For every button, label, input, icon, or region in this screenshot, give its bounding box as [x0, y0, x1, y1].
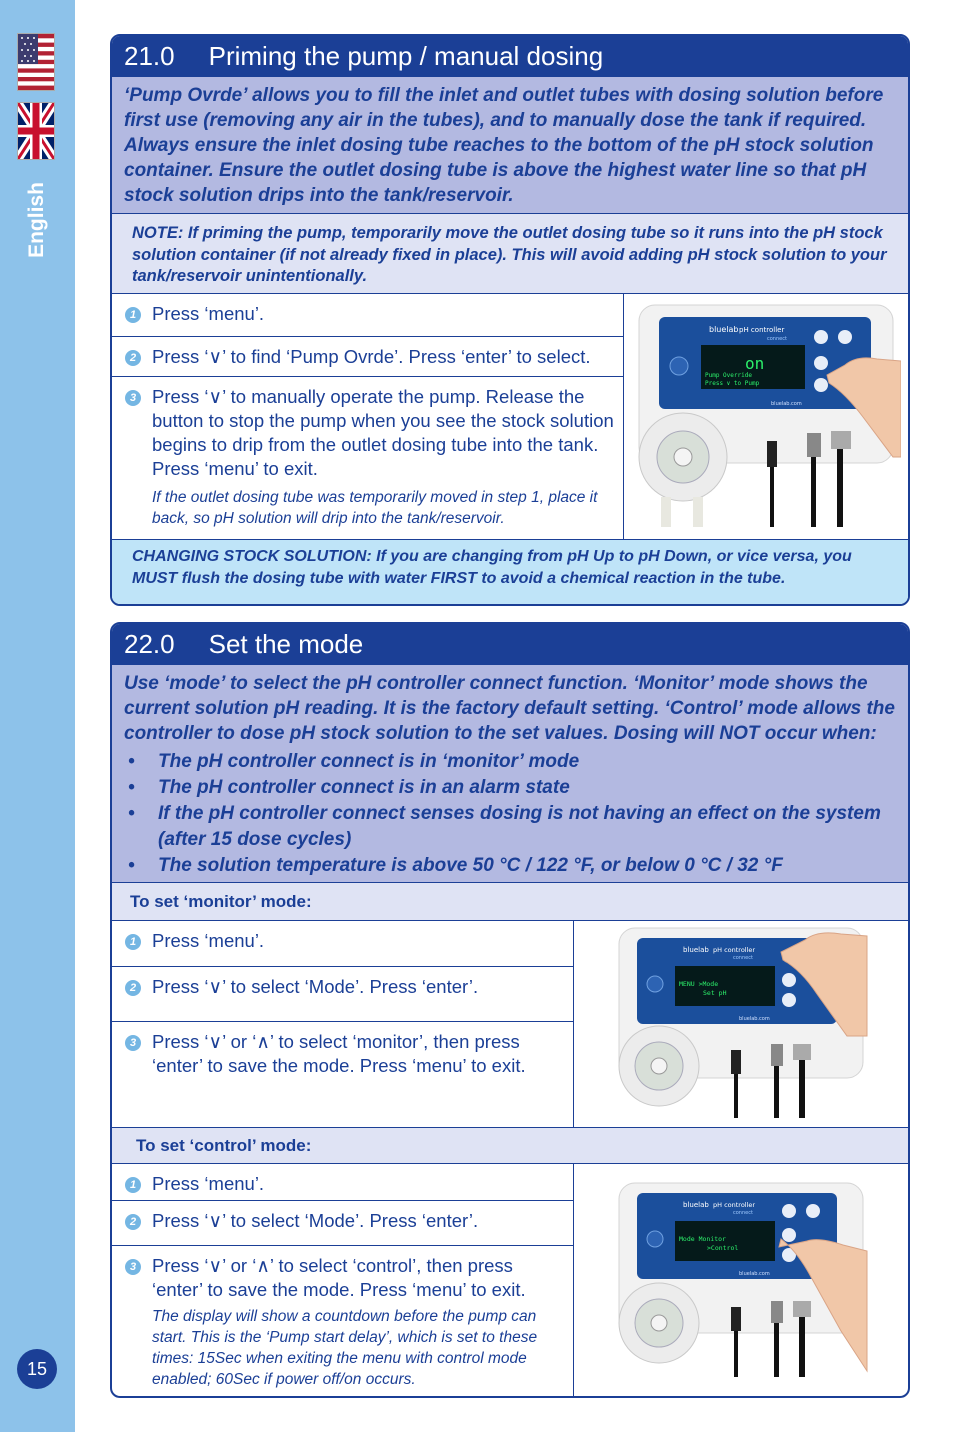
- device-url: bluelab.com: [739, 1271, 770, 1277]
- step-number-badge: 1: [125, 1177, 141, 1193]
- device-url: bluelab.com: [771, 400, 802, 407]
- display-line-2: Set pH: [703, 989, 727, 997]
- ph-controller-illustration: [611, 926, 871, 1122]
- steps-row: [112, 294, 908, 539]
- step-text: Press ‘∨’ to manually operate the pump. Release the button to stop the pump when you see the stock solution begins to drip from the outlet dosing tube into the tank. Press ‘menu’ to exit.: [152, 386, 614, 479]
- display-readout: on: [745, 353, 765, 373]
- list-item: • If the pH controller connect senses dosing is not having an effect on the system (after 15 dose cycles): [124, 801, 896, 853]
- section-intro: [112, 77, 908, 214]
- step-text: Press ‘menu’.: [152, 1173, 265, 1194]
- step-text: Press ‘menu’.: [152, 303, 265, 324]
- monitor-steps-row: [112, 921, 908, 1127]
- step-subnote: If the outlet dosing tube was temporarily moved in step 1, place it back, so pH solution will drip into the tank/reservoir.: [152, 489, 598, 527]
- section-heading: Set the mode: [208, 629, 364, 659]
- step-subnote: The display will show a countdown before the pump can start. This is the ‘Pump start delay’, which is set to these times: 15Sec when exiting the menu with control mode enabled; 60Sec if power off/on occurs.: [152, 1308, 538, 1388]
- uk-flag-icon: [17, 102, 55, 160]
- device-brand: bluelab: [683, 1201, 709, 1209]
- step-number-badge: 3: [125, 1259, 141, 1275]
- step-text: Press ‘∨’ to select ‘Mode’. Press ‘enter’.: [152, 976, 479, 997]
- step-number-badge: 1: [125, 307, 141, 323]
- ph-controller-illustration: [631, 301, 901, 533]
- step-item: [112, 1246, 573, 1398]
- language-label: English: [25, 182, 48, 258]
- section-number: 22.0: [124, 629, 175, 659]
- device-model-sub: connect: [733, 955, 753, 961]
- section-set-mode: [110, 622, 910, 1398]
- dosing-exceptions-list: [124, 749, 896, 879]
- device-photo: [624, 294, 908, 539]
- device-brand: bluelab: [683, 946, 709, 954]
- step-number-badge: 2: [125, 1214, 141, 1230]
- step-number-badge: 3: [125, 1035, 141, 1051]
- step-item: [112, 337, 623, 377]
- step-text: Press ‘menu’.: [152, 930, 265, 951]
- intro-text: ‘Pump Ovrde’ allows you to fill the inlet and outlet tubes with dosing solution before first use (removing any air in the tubes), and to manually dose the tank if required. Always ensure the inlet dosing tube reaches to the bottom of the pH stock solution container. Ensure the outlet dosing tube is above the highest water line so that pH stock solution drips into the tank/reservoir.: [124, 85, 884, 206]
- control-mode-heading: To set ‘control’ mode:: [112, 1127, 908, 1164]
- sidebar: [0, 0, 75, 1432]
- note-text: NOTE: If priming the pump, temporarily move the outlet dosing tube so it runs into the pH stock solution container (if not already fixed in place). This will avoid adding pH stock solution to your tank/reservoir unintentionally.: [132, 224, 887, 285]
- monitor-mode-heading: To set ‘monitor’ mode:: [112, 882, 908, 921]
- step-item: [112, 294, 623, 337]
- step-text: Press ‘∨’ to find ‘Pump Ovrde’. Press ‘enter’ to select.: [152, 346, 591, 367]
- section-intro: [112, 665, 908, 882]
- step-item: [112, 1164, 573, 1201]
- priming-note: [112, 214, 908, 294]
- section-title: [112, 624, 908, 665]
- control-steps-row: [112, 1164, 908, 1398]
- step-item: [112, 1201, 573, 1246]
- step-number-badge: 2: [125, 350, 141, 366]
- step-number-badge: 3: [125, 390, 141, 406]
- display-line-2: >Control: [707, 1244, 739, 1252]
- section-heading: Priming the pump / manual dosing: [208, 41, 604, 71]
- warning-text: CHANGING STOCK SOLUTION: If you are changing from pH Up to pH Down, or vice versa, you MUST flush the dosing tube with water FIRST to avoid a chemical reaction in the tube.: [132, 548, 852, 587]
- changing-stock-warning: [112, 539, 908, 606]
- device-brand: bluelab: [709, 324, 739, 334]
- step-item: [112, 377, 623, 539]
- device-model-sub: connect: [733, 1210, 753, 1216]
- list-item: • The pH controller connect is in ‘monitor’ mode: [124, 749, 896, 775]
- section-number: 21.0: [124, 41, 175, 71]
- device-photo: [574, 921, 908, 1127]
- device-model: pH controller: [713, 1201, 756, 1209]
- steps-list: [112, 921, 574, 1127]
- display-line-1: Pump Override: [705, 371, 752, 379]
- step-item: [112, 921, 573, 967]
- section-priming: [110, 34, 910, 606]
- us-flag-icon: [17, 33, 55, 91]
- step-text: Press ‘∨’ to select ‘Mode’. Press ‘enter’.: [152, 1210, 479, 1231]
- device-model: pH controller: [713, 946, 756, 954]
- display-line-1: Mode Monitor: [679, 1235, 726, 1243]
- intro-text: Use ‘mode’ to select the pH controller connect function. ‘Monitor’ mode shows the current solution pH reading. It is the factory default setting. ‘Control’ mode allows the controller to dose pH stock solution to the set values. Dosing will NOT occur when:: [124, 673, 895, 744]
- step-item: [112, 1022, 573, 1127]
- device-model-sub: connect: [767, 335, 787, 342]
- step-item: [112, 967, 573, 1022]
- ph-controller-illustration: [611, 1181, 871, 1381]
- device-photo: [574, 1164, 908, 1398]
- step-number-badge: 1: [125, 934, 141, 950]
- list-item: • The solution temperature is above 50 °C / 122 °F, or below 0 °C / 32 °F: [124, 853, 896, 879]
- device-model: pH controller: [739, 325, 785, 334]
- device-url: bluelab.com: [739, 1016, 770, 1022]
- step-number-badge: 2: [125, 980, 141, 996]
- steps-list: [112, 1164, 574, 1398]
- page-number: 15: [17, 1349, 57, 1389]
- section-title: [112, 36, 908, 77]
- steps-list: [112, 294, 624, 539]
- display-line-1: MENU >Mode: [679, 980, 719, 988]
- display-line-2: Press ∨ to Pump: [705, 379, 760, 387]
- list-item: • The pH controller connect is in an alarm state: [124, 775, 896, 801]
- step-text: Press ‘∨’ or ‘∧’ to select ‘monitor’, then press ‘enter’ to save the mode. Press ‘menu’ to exit.: [152, 1031, 526, 1076]
- step-text: Press ‘∨’ or ‘∧’ to select ‘control’, then press ‘enter’ to save the mode. Press ‘menu’ to exit.: [152, 1255, 526, 1300]
